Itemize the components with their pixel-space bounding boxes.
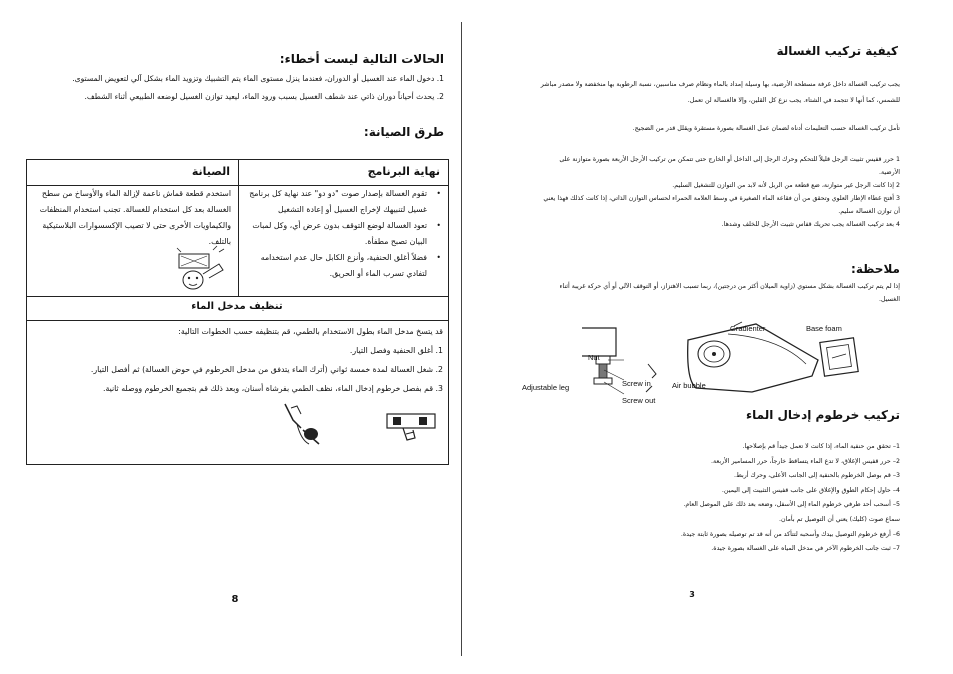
not-faults-list (28, 73, 444, 103)
leg-step-1: 1 حرر قفيس تثبيت الرجل قليلاً للتحكم وحرك الرجل إلى الداخل أو الخارج حتى تتمكن من تركيب الأرجل الأربعة بصورة متوازنة على (559, 156, 900, 163)
label-adjustable-leg: Adjustable leg (522, 383, 570, 392)
program-end-list (243, 186, 441, 282)
leg-step-3-cont: أن توازن الغسالة سليم. (838, 208, 900, 215)
label-base-foam: Base foam (806, 324, 842, 333)
installation-intro-line-2: للشمس، كما أنها لا تتجمد في الشتاء. يجب نزع كل القلين، وإلا فالغسالة لن تعمل. (687, 97, 900, 104)
col-header-program-end: نهاية البرنامج (367, 165, 440, 178)
note-text (484, 280, 900, 306)
note-line-2: الغسيل. (879, 296, 900, 303)
hose-steps-list (520, 440, 900, 557)
leg-step-3: 3 أفتح غطاء الإطار العلوي وتحقق من أن فقاعة الماء الصغيرة في وسط العلامة الحمراء لحساس التوازن الذاتي، إذا كانت كذلك فهذا يعني (543, 195, 900, 202)
installation-intro-line-1: يجب تركيب الغسالة داخل غرفة مسطحة الأرضية، بها وسيلة إمداد بالماء ونظام صرف مناسبين، نسبة الرطوبة بها منخفضة ولا مصدر مباشر (540, 81, 900, 88)
left-heading-not-faults: الحالات التالية ليست أخطاء: (279, 52, 444, 66)
base-foam-drawing (820, 338, 858, 376)
left-heading-maintenance: طرق الصيانة: (363, 125, 444, 139)
program-end-item-1: • تقوم الغسالة بإصدار صوت "دو دو" عند نهاية كل برنامج غسيل لتنبيهك لإخراج الغسيل أو إعادة التشغيل (243, 186, 441, 218)
hose-step-2: 2– حرر قفيس الإغلاق، لا تدع الماء يتساقط خارجاً، حرر المسامير الأربعة. (710, 457, 900, 465)
leg-step-1-cont: الأرضية. (878, 169, 900, 176)
note-heading: ملاحظة: (851, 262, 900, 276)
inlet-cleaning-section (35, 324, 443, 397)
page-divider (461, 22, 462, 656)
hose-step-5-cont: سماع صوت (كليك) يعني أن التوصيل تم بأمان. (778, 515, 900, 523)
right-page-number: 3 (689, 590, 695, 599)
col-header-maintenance: الصيانة (191, 165, 230, 178)
table-col-divider (238, 160, 239, 296)
right-heading-installation: كيفية تركيب الغسالة (776, 44, 898, 58)
right-heading-hose: تركيب خرطوم إدخال الماء (746, 408, 900, 422)
leg-adjust-steps (484, 153, 900, 231)
hose-step-6: 6– أرفع خرطوم التوصيل بيدك وأسحبه لتتأكد من أنه قد تم توصيله بصورة ثابتة جيدة. (680, 530, 900, 538)
inlet-step-1: 1. أغلق الحنفية وفصل التيار. (349, 346, 443, 355)
label-air-bubble: Air bubble (672, 381, 706, 390)
maintenance-table (26, 159, 449, 465)
leg-step-4: 4 بعد تركيب الغسالة يجب تحريك قفاس تثبيت الأرجل للخلف وشدها. (721, 221, 900, 228)
leg-step-2: 2 إذا كانت الرجل غير متوازنة، ضع قطعة من الربل لأنه لابد من التوازن للتشغيل السليم. (672, 182, 900, 189)
left-page-number: 8 (231, 594, 239, 605)
note-line-1: إذا لم يتم تركيب الغسالة بشكل مستوي (زاوية الميلان أكثر من درجتين)، ربما تسبب الاهتزاز، أو التوقف الآلي أو أي حركة غريبة أثناء (559, 283, 900, 290)
hose-step-1: 1– تحقق من حنفية الماء، إذا كانت لا تعمل جيداً قم بإصلاحها. (742, 443, 900, 450)
maintenance-text: استخدم قطعة قماش ناعمة لإزالة الماء والأوساخ من سطح الغسالة بعد كل استخدام للغسالة. تجنب استخدام المنظفات والكيماويات الأخرى حتى لا تصيب الإكسسوارات البلاستيكية بالتلف. (39, 189, 231, 246)
inlet-cleaning-title: تنظيف مدخل الماء (191, 301, 283, 312)
program-end-item-2: • تعود الغسالة لوضع التوقف بدون عرض أي، وكل لمبات البيان تصبح مطفأة. (243, 218, 441, 250)
label-gradienter: Gradienter (730, 324, 766, 333)
not-faults-item-2: 2. يحدث أحياناً دوران ذاتي عند شطف الغسيل بسبب ورود الماء، ليعيد توازن الغسيل لوضعه الطبيعي أثناء الشطف. (84, 92, 444, 101)
label-nut: Nut (588, 353, 600, 362)
program-end-item-3: • فضلاً أغلق الحنفية، وأنزع الكابل حال عدم استخدامه لتفادي تسرب الماء أو الحريق. (243, 250, 441, 282)
inlet-step-3: 3. قم بفصل خرطوم إدخال الماء، نظف الطمي بفرشاة أسنان، وبعد ذلك قم بتجميع الخرطوم ووصله ثانية. (102, 384, 443, 393)
hose-step-7: 7– ثبت جانب الخرطوم الآخر في مدخل المياه على الغسالة بصورة جيدة. (711, 545, 900, 553)
label-screw-in: Screw in (622, 379, 651, 388)
inlet-intro: قد يتسخ مدخل الماء بطول الاستخدام بالطمي، قم بتنظيفه حسب الخطوات التالية: (178, 327, 443, 336)
brush-hose-illustration (279, 400, 329, 450)
hose-step-5: 5– أسحب أحد طرفي خرطوم الماء إلى الأسفل، وضعه بعد ذلك على الموصل العام. (683, 501, 900, 509)
hose-step-3: 3– قم بوصل الخرطوم بالحنفية إلى الجانب الأعلى، وحرك أربط. (734, 472, 900, 480)
table-inlet-title-divider (27, 320, 448, 321)
hose-step-4: 4– حاول إحكام الطوق والإغلاق على جانب قفيس التثبيت إلى اليمين. (721, 486, 900, 494)
label-screw-out: Screw out (622, 396, 656, 405)
not-faults-item-1: 1. دخول الماء عند الغسيل أو الدوران، فعندما ينزل مستوى الماء يتم التشبيك وتزويد الماء بشكل آلي لتعويض المستوى. (72, 74, 444, 83)
cloth-cleaning-illustration (173, 244, 229, 294)
installation-note-para: تأمل تركيب الغسالة حسب التعليمات أدناه لضمان عمل الغسالة بصورة مستقرة ويقلل قدر من الضجيج. (632, 125, 900, 132)
table-section-divider (27, 296, 448, 297)
installation-intro (484, 78, 900, 107)
water-inlet-filter-illustration (385, 410, 437, 446)
inlet-step-2: 2. شغل الغسالة لمدة خمسة ثواني (أترك الماء يتدفق من مدخل الخرطوم في حوض الغسالة) ثم أفصل التيار. (90, 365, 443, 374)
